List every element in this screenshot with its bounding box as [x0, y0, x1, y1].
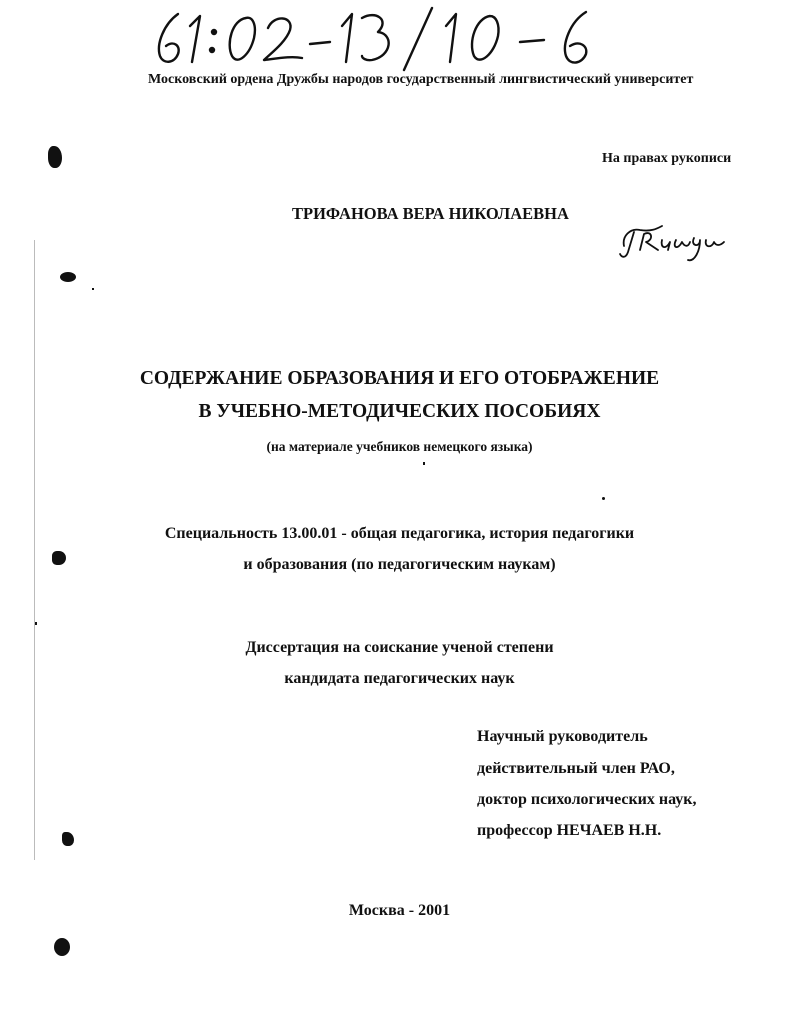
supervisor-line4: профессор НЕЧАЕВ Н.Н. [477, 822, 662, 839]
scan-speck [602, 497, 605, 500]
binding-hole-mark [60, 272, 76, 282]
handwritten-archive-code [150, 4, 670, 74]
supervisor-line1: Научный руководитель [477, 728, 648, 745]
dissertation-title-line1: СОДЕРЖАНИЕ ОБРАЗОВАНИЯ И ЕГО ОТОБРАЖЕНИЕ [139, 368, 660, 389]
specialty-line2: и образования (по педагогическим наукам) [243, 556, 556, 573]
supervisor-line3: доктор психологических наук, [477, 791, 697, 808]
degree-line1: Диссертация на соискание ученой степени [245, 639, 554, 656]
supervisor-line2: действительный член РАО, [477, 760, 675, 777]
binding-hole-mark [62, 832, 74, 846]
city-year: Москва - 2001 [348, 902, 451, 919]
scan-speck [35, 622, 37, 625]
binding-hole-mark [52, 551, 66, 565]
binding-hole-mark [48, 146, 62, 168]
scan-speck [423, 462, 425, 465]
dissertation-subtitle: (на материале учебников немецкого языка) [266, 439, 533, 454]
dissertation-title-line2: В УЧЕБНО-МЕТОДИЧЕСКИХ ПОСОБИЯХ [198, 401, 601, 422]
scan-speck [92, 288, 94, 290]
university-name: Московский ордена Дружбы народов государственный лингвистический университет [148, 72, 694, 87]
author-signature [618, 218, 728, 266]
degree-line2: кандидата педагогических наук [284, 670, 515, 687]
binding-hole-mark [54, 938, 70, 956]
author-name: ТРИФАНОВА ВЕРА НИКОЛАЕВНА [292, 204, 569, 223]
scan-margin-line [34, 240, 35, 860]
rights-note: На правах рукописи [602, 151, 732, 166]
specialty-line1: Специальность 13.00.01 - общая педагогика, история педагогики [164, 525, 635, 542]
